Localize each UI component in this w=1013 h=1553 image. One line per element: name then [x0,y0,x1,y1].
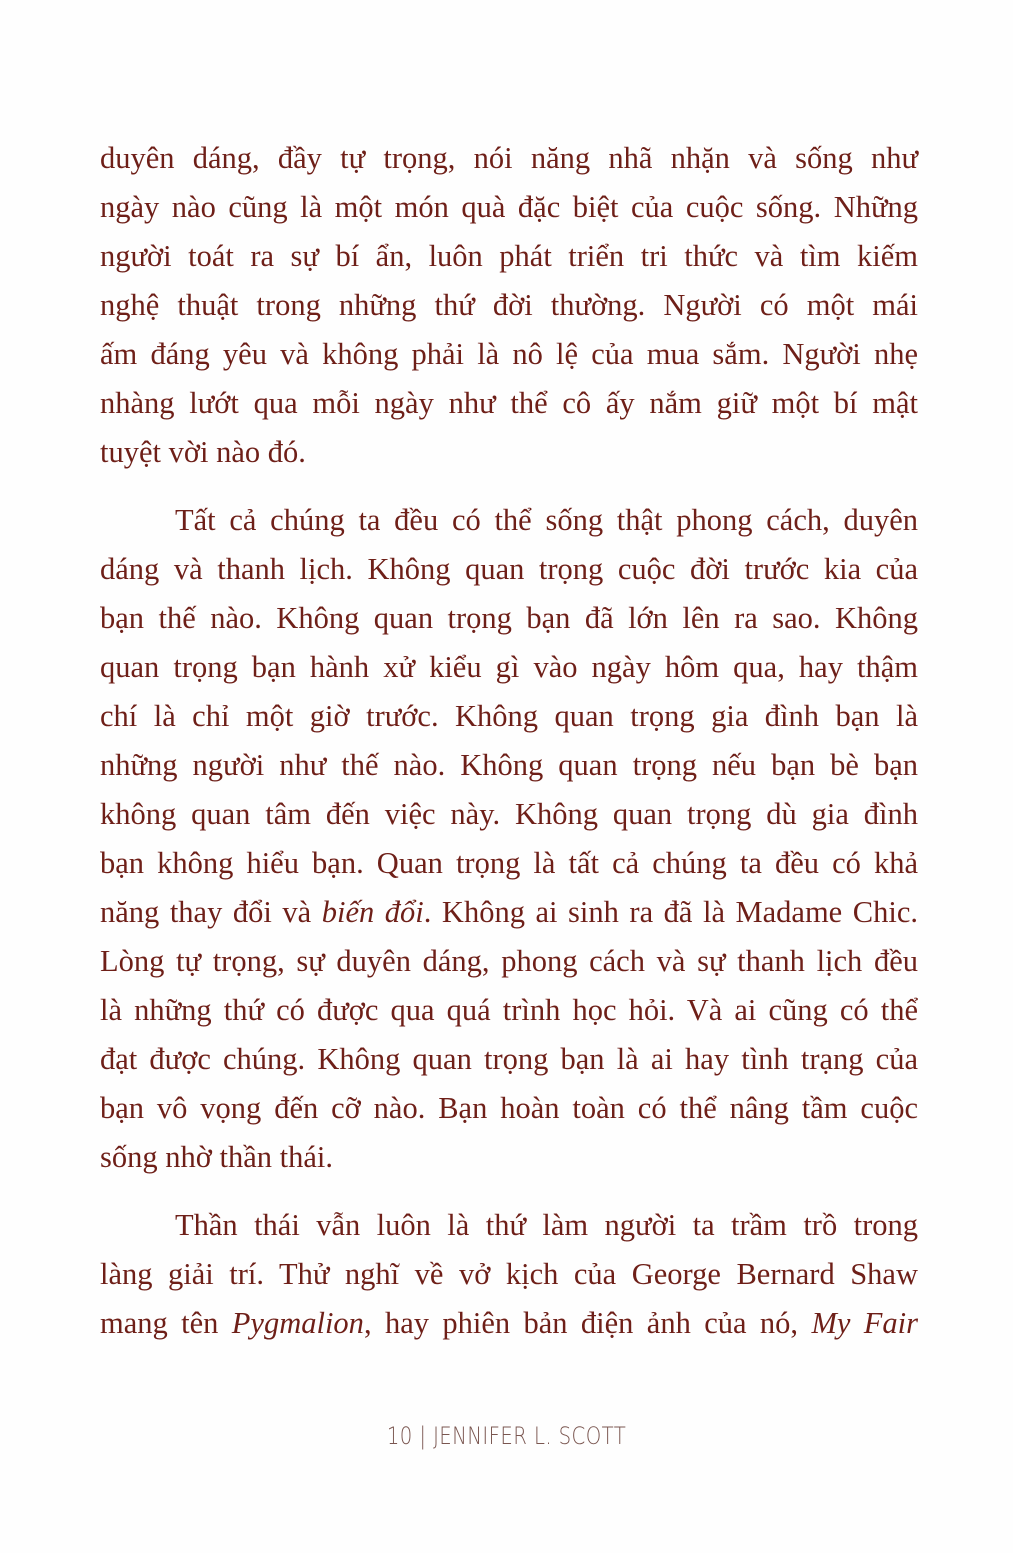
text-run: sống nhờ thần thái. [100,1140,333,1174]
text-run: là những thứ có được qua quá trình học hỏi. Và ai cũng có thể [100,993,918,1027]
text-line [100,888,918,937]
text-run: năng thay đổi và [100,895,322,929]
paragraph [100,496,918,1182]
body-text [100,134,918,1348]
text-run: ngày nào cũng là một món quà đặc biệt của cuộc sống. Những [100,190,918,224]
text-run: không quan tâm đến việc này. Không quan trọng dù gia đình [100,797,918,831]
text-run: người toát ra sự bí ẩn, luôn phát triển tri thức và tìm kiếm [100,239,918,273]
text-run: bạn vô vọng đến cỡ nào. Bạn hoàn toàn có thể nâng tầm cuộc [100,1091,918,1125]
text-line [100,986,918,1035]
text-line [100,1035,918,1084]
italic-text: biến đổi [321,895,424,929]
text-line [100,790,918,839]
text-run: dáng và thanh lịch. Không quan trọng cuộc đời trước kia của [100,552,918,586]
text-run: nghệ thuật trong những thứ đời thường. Người có một mái [100,288,918,322]
text-run: làng giải trí. Thử nghĩ về vở kịch của George Bernard Shaw [100,1257,918,1291]
text-run: chí là chỉ một giờ trước. Không quan trọng gia đình bạn là [100,699,918,733]
text-line [100,330,918,379]
paragraph-gap [100,1182,918,1201]
text-run: duyên dáng, đầy tự trọng, nói năng nhã nhặn và sống như [100,141,918,175]
text-run: , hay phiên bản điện ảnh của nó, [363,1306,812,1340]
text-run: những người như thế nào. Không quan trọng nếu bạn bè bạn [100,748,918,782]
text-line [100,281,918,330]
text-run: mang tên [100,1306,232,1340]
text-line [100,1299,918,1348]
text-run: Tất cả chúng ta đều có thể sống thật phong cách, duyên [175,503,918,537]
text-line [100,839,918,888]
text-run: tuyệt vời nào đó. [100,435,306,469]
italic-text: Pygmalion [231,1306,364,1340]
text-line [100,232,918,281]
text-run: đạt được chúng. Không quan trọng bạn là ai hay tình trạng của [100,1042,918,1076]
paragraph [100,1201,918,1348]
text-line [100,1250,918,1299]
text-line [100,428,918,477]
italic-text: My Fair [811,1306,918,1340]
text-line [100,496,918,545]
text-run: Lòng tự trọng, sự duyên dáng, phong cách và sự thanh lịch đều [100,944,918,978]
text-line [100,1084,918,1133]
text-line [100,643,918,692]
text-run: Thần thái vẫn luôn là thứ làm người ta trầm trồ trong [175,1208,918,1242]
text-run: nhàng lướt qua mỗi ngày như thể cô ấy nắm giữ một bí mật [100,386,918,420]
text-line [100,594,918,643]
text-run: bạn thế nào. Không quan trọng bạn đã lớn lên ra sao. Không [100,601,918,635]
text-run: quan trọng bạn hành xử kiểu gì vào ngày hôm qua, hay thậm [100,650,918,684]
text-run: bạn không hiểu bạn. Quan trọng là tất cả chúng ta đều có khả [100,846,918,880]
text-line [100,692,918,741]
text-line [100,379,918,428]
page-footer: 10 | JENNIFER L. SCOTT [386,1422,627,1450]
text-line [100,134,918,183]
text-line [100,545,918,594]
paragraph [100,134,918,477]
text-line [100,741,918,790]
paragraph-gap [100,477,918,496]
text-run: ấm đáng yêu và không phải là nô lệ của mua sắm. Người nhẹ [100,337,918,371]
text-line [100,183,918,232]
text-line [100,937,918,986]
text-line [100,1201,918,1250]
text-line [100,1133,918,1182]
text-run: . Không ai sinh ra đã là Madame Chic. [423,895,918,929]
